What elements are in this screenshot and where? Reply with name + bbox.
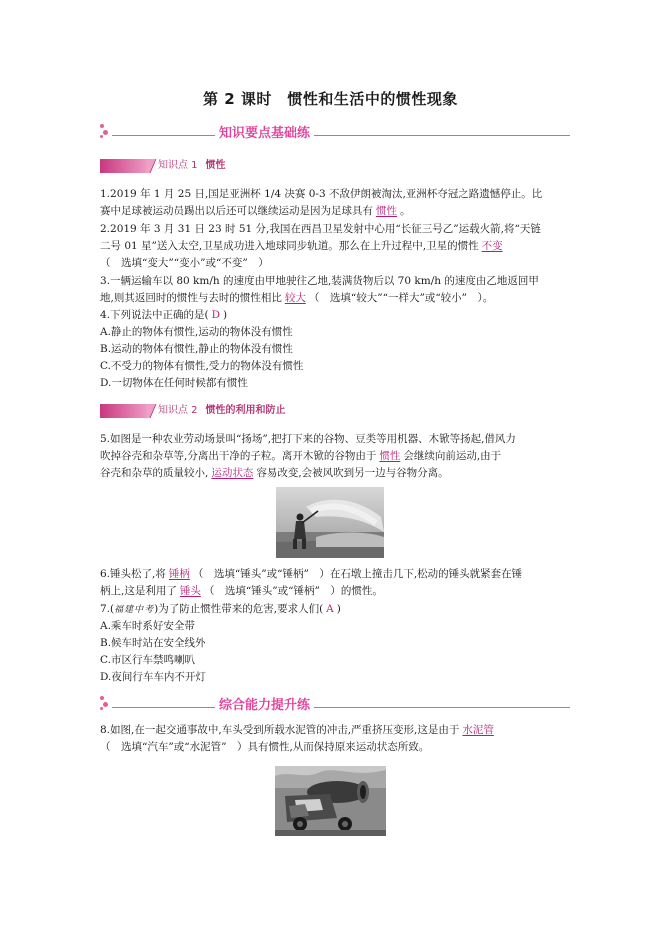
kp2-name: 惯性的利用和防止 — [205, 405, 286, 416]
q4-answer: D — [211, 309, 221, 321]
q6-line2: 柄上,这是利用了 — [100, 585, 177, 597]
q7-stem: )为了防止惯性带来的危害,要求人们( — [154, 603, 324, 615]
q5-line2: 吹掉谷壳和杂草等,分离出干净的子粒。离开木锨的谷物由于 — [100, 450, 377, 462]
q4-stem: 4.下列说法中正确的是( — [100, 309, 209, 321]
winnowing-photo — [276, 487, 384, 558]
kp1-name: 惯性 — [205, 160, 226, 171]
q4-option-a: A.静止的物体有惯性,运动的物体没有惯性 — [100, 326, 293, 338]
section-header-advanced — [100, 694, 570, 714]
q7-option-b: B.候车时站在安全线外 — [100, 637, 206, 649]
q7-option-c: C.市区行车禁鸣喇叭 — [100, 654, 195, 666]
q4-stem-end: ) — [223, 309, 228, 321]
question-4 — [100, 307, 570, 324]
q7-option-a: A.乘车时系好安全带 — [100, 620, 195, 632]
q6-line1-end: （ 选填“锤头”或“锤柄” ）在石墩上撞击几下,松动的锤头就紧套在锤 — [192, 568, 523, 580]
q2-line3: （ 选填“变大”“变小”或“不变” ） — [100, 257, 269, 269]
q2-answer: 不变 — [481, 240, 503, 252]
q5-line2-end: 会继续向前运动,由于 — [403, 450, 502, 462]
dots-icon — [100, 696, 114, 712]
q3-line1: 3.一辆运输车以 80 km/h 的速度由甲地驶往乙地,装满货物后以 70 km/h 的速度由乙地返回甲 — [100, 275, 539, 287]
q1-end: 。 — [400, 205, 411, 217]
q1-line1: 1.2019 年 1 月 25 日,国足亚洲杯 1/4 决赛 0-3 不敌伊朗被淘汰,亚洲杯夺冠之路遗憾停止。比 — [100, 188, 543, 200]
question-1 — [100, 186, 570, 220]
q6-line2-end: （ 选填“锤头”或“锤柄” ）的惯性。 — [203, 585, 383, 597]
q8-answer: 水泥管 — [462, 724, 494, 736]
section-title-advanced: 综合能力提升练 — [215, 694, 314, 713]
q3-end: （ 选填“较大”“一样大”或“较小” ）。 — [308, 292, 494, 304]
kp1-number: 知识点 1 — [158, 160, 198, 171]
q6-answer-1: 锤柄 — [168, 568, 190, 580]
q4-option-c: C.不受力的物体有惯性,受力的物体没有惯性 — [100, 360, 304, 372]
accident-photo — [275, 766, 386, 836]
q2-line2: 二号 01 星”送入太空,卫星成功进入地球同步轨道。那么在上升过程中,卫星的惯性 — [100, 240, 479, 252]
q7-answer: A — [326, 603, 334, 615]
q5-line3-end: 容易改变,会被风吹到另一边与谷物分离。 — [256, 467, 449, 479]
section-header-basic — [100, 122, 570, 142]
q6-line1: 6.锤头松了,将 — [100, 568, 166, 580]
q5-line1: 5.如图是一种农业劳动场景叫“扬场”,把打下来的谷物、豆类等用机器、木锨等扬起,借风力 — [100, 433, 516, 445]
dots-icon — [100, 124, 114, 140]
q1-answer: 惯性 — [376, 205, 397, 217]
q7-option-d: D.夜间行车车内不开灯 — [100, 671, 206, 683]
q4-option-d: D.一切物体在任何时候都有惯性 — [100, 377, 248, 389]
q2-line1: 2.2019 年 3 月 31 日 23 时 51 分,我国在西昌卫星发射中心用“长征三号乙”运载火箭,将“天链 — [100, 223, 541, 235]
question-7 — [100, 601, 570, 619]
q6-answer-2: 锤头 — [179, 585, 201, 597]
question-2 — [100, 221, 570, 272]
q8-line1: 8.如图,在一起交通事故中,车头受到所载水泥管的冲击,严重挤压变形,这是由于 — [100, 724, 460, 736]
q5-line3: 谷壳和杂草的质量较小, — [100, 467, 209, 479]
q4-option-b: B.运动的物体有惯性,静止的物体没有惯性 — [100, 343, 293, 355]
tab-shape-icon — [100, 159, 150, 173]
q8-line2: （ 选填“汽车”或“水泥管” ）具有惯性,从而保持原来运动状态所致。 — [100, 741, 430, 753]
question-5 — [100, 431, 570, 482]
question-8 — [100, 722, 570, 756]
section-title-basic: 知识要点基础练 — [215, 122, 314, 141]
section-divider — [112, 707, 570, 708]
q5-answer-2: 运动状态 — [211, 467, 254, 479]
question-6 — [100, 566, 570, 600]
tab-shape-icon — [100, 404, 150, 418]
q1-line2: 赛中足球被运动员踢出以后还可以继续运动是因为足球具有 — [100, 205, 373, 217]
q7-stem-start: 7.( — [100, 603, 115, 615]
q7-source: 福建中考 — [114, 605, 155, 615]
question-3 — [100, 273, 570, 307]
section-divider — [112, 135, 570, 136]
kp2-number: 知识点 2 — [158, 405, 198, 416]
q3-answer: 较大 — [284, 292, 306, 304]
page-title: 第 2 课时 惯性和生活中的惯性现象 — [203, 90, 458, 108]
q7-stem-end: ) — [336, 603, 341, 615]
q5-answer-1: 惯性 — [379, 450, 401, 462]
q3-line2: 地,则其返回时的惯性与去时的惯性相比 — [100, 292, 282, 304]
